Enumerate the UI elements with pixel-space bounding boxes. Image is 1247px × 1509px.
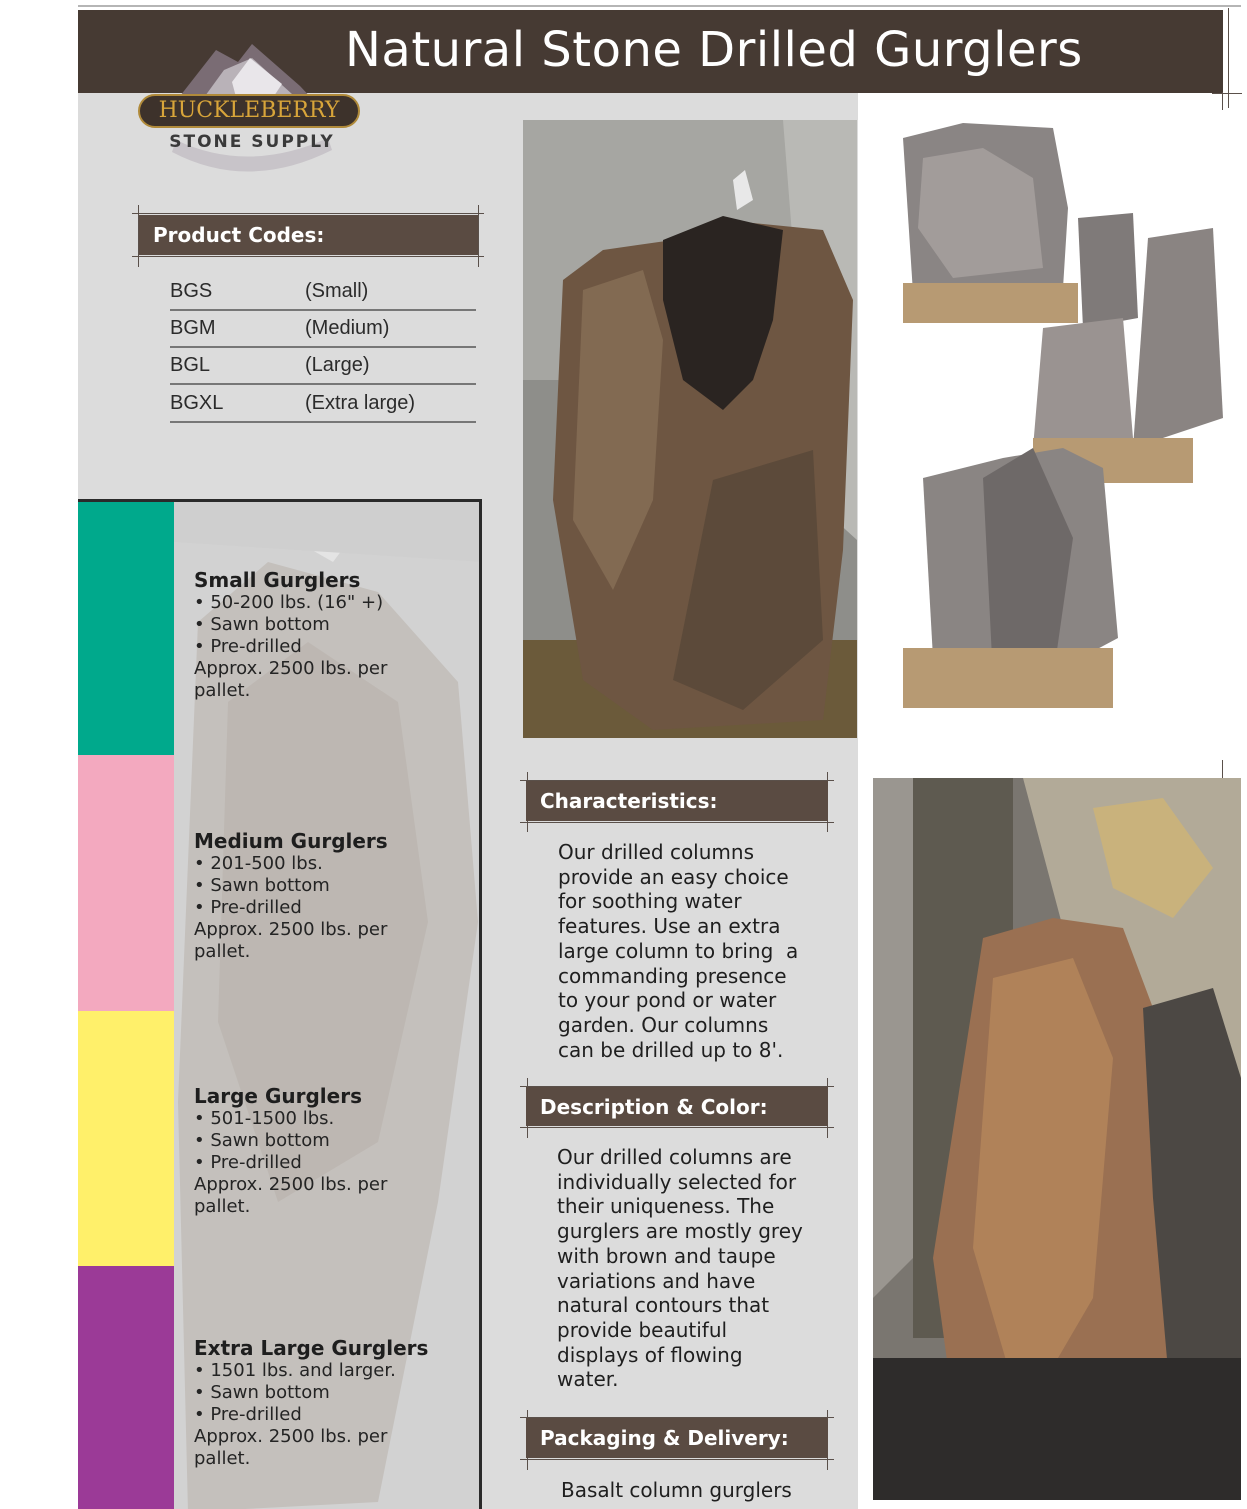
product-code: BGXL bbox=[170, 392, 224, 414]
gurgler-title: Extra Large Gurglers bbox=[194, 1336, 429, 1360]
product-code-row bbox=[170, 386, 476, 423]
water-feature-photo bbox=[873, 778, 1241, 1500]
text-line: natural contours that bbox=[557, 1293, 770, 1318]
gurgler-detail: pallet. bbox=[194, 941, 251, 962]
text-line: water. bbox=[557, 1367, 619, 1392]
gurgler-detail: • Pre-drilled bbox=[194, 1404, 302, 1425]
logo-subtitle: STONE SUPPLY bbox=[169, 132, 335, 152]
text-line: variations and have bbox=[557, 1268, 756, 1293]
text-line: large column to bring a bbox=[558, 938, 799, 963]
text-line: Our drilled columns bbox=[558, 840, 754, 864]
text-line: to your pond or water bbox=[558, 988, 777, 1013]
product-codes-heading: Product Codes: bbox=[139, 215, 478, 255]
crop-mark bbox=[520, 1459, 834, 1460]
page-title: Natural Stone Drilled Gurglers bbox=[345, 22, 1083, 78]
size-color-swatch-small bbox=[78, 502, 174, 755]
page-top-edge bbox=[78, 5, 1241, 7]
text-line: features. Use an extra bbox=[558, 914, 781, 939]
size-color-swatch-extra-large bbox=[78, 1266, 174, 1509]
gurgler-detail: Approx. 2500 lbs. per bbox=[194, 919, 388, 940]
product-size: (Small) bbox=[305, 280, 369, 302]
product-size: (Large) bbox=[305, 354, 370, 376]
characteristics-text bbox=[558, 840, 848, 1062]
gurgler-detail: pallet. bbox=[194, 1448, 251, 1469]
text-line: displays of flowing bbox=[557, 1342, 743, 1367]
description-text bbox=[557, 1145, 849, 1392]
description-heading: Description & Color: bbox=[526, 1087, 828, 1126]
gurgler-detail: • Pre-drilled bbox=[194, 897, 302, 918]
gurgler-detail: • Sawn bottom bbox=[194, 875, 330, 896]
gurgler-detail: • Sawn bottom bbox=[194, 1130, 330, 1151]
product-code-row bbox=[170, 348, 476, 385]
text-line: gurglers are mostly grey bbox=[557, 1219, 803, 1244]
gurgler-title: Medium Gurglers bbox=[194, 829, 388, 853]
product-code: BGL bbox=[170, 354, 211, 376]
product-code-row bbox=[170, 311, 476, 348]
gurgler-detail: • Sawn bottom bbox=[194, 614, 330, 635]
gurgler-detail: • 201-500 lbs. bbox=[194, 853, 323, 874]
product-code: BGS bbox=[170, 280, 213, 302]
gurgler-detail: • 1501 lbs. and larger. bbox=[194, 1360, 396, 1381]
gurgler-detail: pallet. bbox=[194, 680, 251, 701]
gurgler-size-block bbox=[194, 1084, 474, 1218]
stone-column-photo bbox=[523, 120, 857, 738]
gurgler-detail: Approx. 2500 lbs. per bbox=[194, 1174, 388, 1195]
crop-mark bbox=[520, 822, 834, 823]
text-line: Our drilled columns are bbox=[557, 1145, 792, 1169]
text-line: their uniqueness. The bbox=[557, 1194, 775, 1219]
crop-mark bbox=[1222, 760, 1223, 778]
crop-mark bbox=[1222, 92, 1223, 110]
text-line: individually selected for bbox=[557, 1169, 797, 1194]
size-color-swatch-medium bbox=[78, 755, 174, 1011]
text-line: for soothing water bbox=[558, 889, 742, 914]
gurgler-detail: pallet. bbox=[194, 1196, 251, 1217]
product-size: (Medium) bbox=[305, 317, 390, 339]
product-code: BGM bbox=[170, 317, 216, 339]
gurgler-title: Small Gurglers bbox=[194, 568, 361, 592]
text-line: with brown and taupe bbox=[557, 1243, 776, 1268]
product-size: (Extra large) bbox=[305, 392, 416, 414]
gurgler-detail: • 50-200 lbs. (16" +) bbox=[194, 592, 384, 613]
crop-mark bbox=[132, 213, 484, 214]
gurgler-detail: • 501-1500 lbs. bbox=[194, 1108, 335, 1129]
text-line: provide beautiful bbox=[557, 1317, 728, 1342]
crop-mark bbox=[132, 256, 484, 257]
gurgler-size-block bbox=[194, 568, 474, 702]
stone-pallets-photo bbox=[893, 118, 1233, 733]
gurgler-title: Large Gurglers bbox=[194, 1084, 362, 1108]
packaging-text bbox=[561, 1478, 851, 1503]
characteristics-heading: Characteristics: bbox=[526, 781, 828, 821]
gurgler-detail: Approx. 2500 lbs. per bbox=[194, 658, 388, 679]
text-line: can be drilled up to 8'. bbox=[558, 1037, 784, 1062]
crop-mark bbox=[1212, 93, 1242, 94]
text-line: Basalt column gurglers bbox=[561, 1478, 792, 1502]
gurgler-detail: • Pre-drilled bbox=[194, 636, 302, 657]
gurgler-size-block bbox=[194, 1336, 474, 1470]
crop-mark bbox=[478, 205, 479, 267]
gurgler-detail: • Pre-drilled bbox=[194, 1152, 302, 1173]
text-line: garden. Our columns bbox=[558, 1012, 769, 1037]
size-color-swatch-large bbox=[78, 1011, 174, 1266]
text-line: provide an easy choice bbox=[558, 864, 789, 889]
product-code-row bbox=[170, 274, 476, 311]
packaging-heading: Packaging & Delivery: bbox=[526, 1418, 828, 1458]
gurgler-detail: Approx. 2500 lbs. per bbox=[194, 1426, 388, 1447]
crop-mark bbox=[520, 1127, 834, 1128]
text-line: commanding presence bbox=[558, 963, 787, 988]
gurgler-size-block bbox=[194, 829, 474, 963]
gurgler-detail: • Sawn bottom bbox=[194, 1382, 330, 1403]
logo-wordmark: HUCKLEBERRY bbox=[138, 94, 360, 128]
